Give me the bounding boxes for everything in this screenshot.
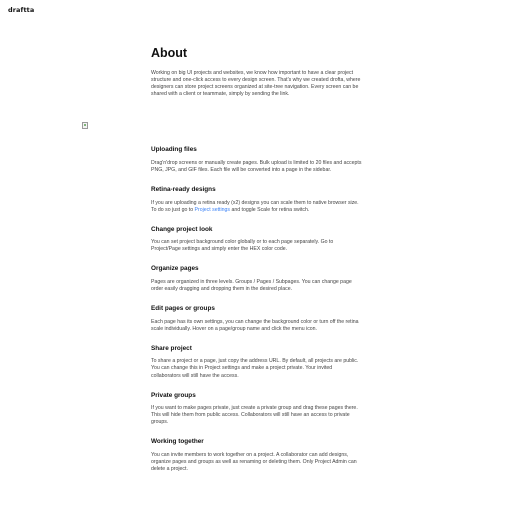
section-body: Each page has its own settings, you can change the background color or turn off the retina scale individually. Hover on a page/group name and click the menu icon. [151, 318, 359, 332]
section-heading: Change project look [151, 225, 213, 233]
section-heading: Share project [151, 344, 192, 352]
section-heading: Edit pages or groups [151, 305, 215, 313]
project-settings-link[interactable]: Project settings [194, 206, 231, 213]
section-edit-pages [151, 305, 363, 333]
section-uploading-files [151, 146, 363, 174]
section-heading: Working together [151, 438, 204, 446]
section-heading: Retina-ready designs [151, 186, 216, 194]
section-body: Drag'n'drop screens or manually create pages. Bulk upload is limited to 20 files and accepts PNG, JPG, and GIF files. Each file will be converted into a page in the sidebar. [151, 159, 362, 173]
section-body: You can set project background color globally or to each page separately. Go to Project/Page settings and simply enter the HEX color code. [151, 239, 334, 253]
intro-paragraph: Working on big UI projects and websites, we know how important to have a clear project structure and one-click access to every design screen. That's why we created drofta, where designers can store project screens organized at site-tree navigation. Every screen can be shared with a client or teammate, simply by sending the link. [151, 70, 361, 98]
section-body-text: If you are uploading a retina ready (x2) designs you can scale them to native browser size. To do so just go to [151, 199, 359, 213]
section-retina-ready [151, 186, 363, 214]
main-content [151, 45, 363, 473]
section-heading: Uploading files [151, 146, 197, 154]
section-working-together [151, 438, 363, 473]
section-heading: Organize pages [151, 265, 199, 273]
logo[interactable]: draftta [8, 6, 35, 14]
section-private-groups [151, 392, 363, 427]
broken-image-icon [82, 122, 88, 129]
page-title: About [151, 46, 188, 60]
section-heading: Private groups [151, 391, 196, 399]
section-change-project-look [151, 226, 363, 254]
section-organize-pages [151, 265, 363, 293]
section-body: If you want to make pages private, just create a private group and drag these pages there. This will hide them from public access. Collaborators will still have an access to private groups. [151, 405, 358, 426]
section-body-text: and toggle Scale for retina switch. [230, 206, 310, 213]
section-body: You can invite members to work together on a project. A collaborator can add designs, organize pages and groups as well as renaming or deleting them. Only Project Admin can delete a project. [151, 451, 357, 473]
section-body: To share a project or a page, just copy the address URL. By default, all projects are public. You can change this in Project settings and make a project private. Your invited collaborators will still have the access. [151, 358, 359, 379]
section-body: Pages are organized in three levels. Groups / Pages / Subpages. You can change page order easily dragging and dropping them in the desired place. [151, 278, 352, 293]
section-body [151, 200, 363, 214]
section-share-project [151, 345, 363, 380]
